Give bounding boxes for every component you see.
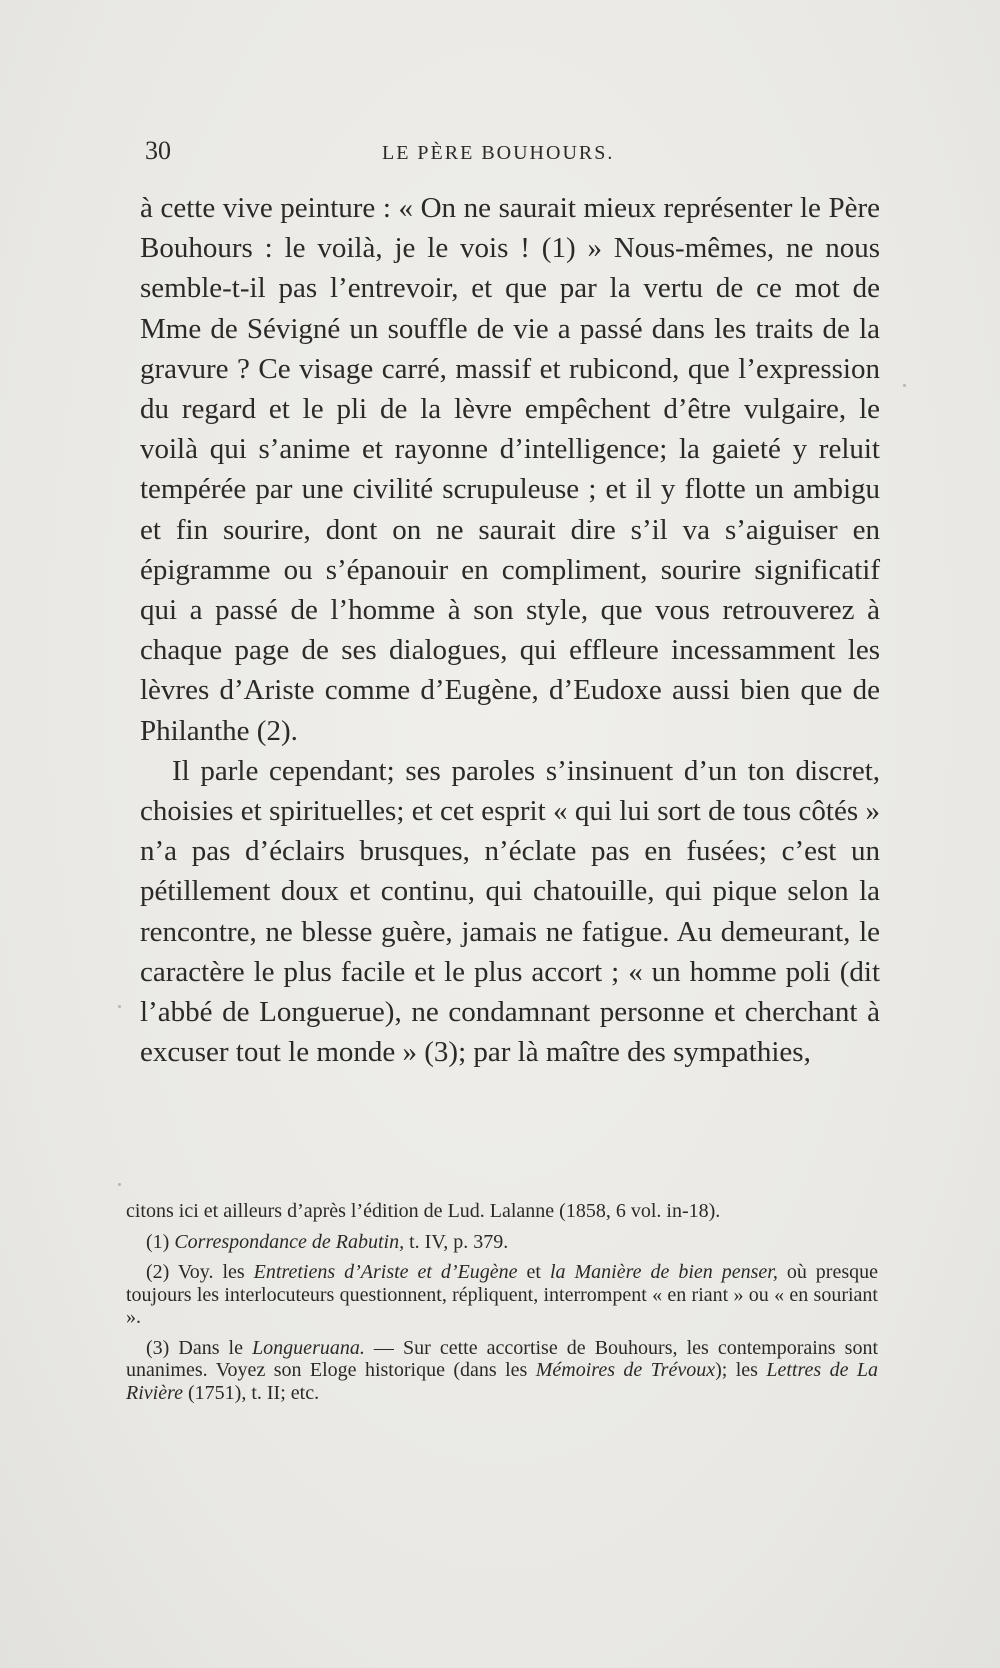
footnote-3-title-1: Longueruana.	[252, 1336, 365, 1359]
footnote-2-rest: où presque toujours les interlocuteurs questionnent, répliquent, interrompent « en riant » ou « en souriant ».	[126, 1261, 878, 1328]
footnote-2-title-2: la Manière de bien penser,	[549, 1261, 778, 1283]
paper-speck	[118, 1005, 121, 1008]
page-number: 30	[145, 136, 171, 165]
page-header	[145, 136, 890, 172]
footnote-3-rest: (1751), t. II; etc.	[183, 1381, 320, 1404]
footnote-1-number: (1)	[146, 1230, 170, 1253]
footnote-3-number: (3) Dans le	[146, 1336, 253, 1359]
footnote-3-mid-2: ); les	[715, 1359, 767, 1381]
footnote-1-title: Correspondance de Rabutin,	[174, 1230, 405, 1253]
footnote-1-rest: t. IV, p. 379.	[404, 1230, 509, 1253]
footnote-2	[126, 1261, 878, 1329]
running-head: LE PÈRE BOUHOURS.	[382, 142, 615, 164]
footnote-2-number: (2) Voy. les	[146, 1261, 254, 1283]
paragraph-1: à cette vive peinture : « On ne saurait mieux représenter le Père Bouhours : le voilà, je le vois ! (1) » Nous-mêmes, ne nous semble-t-il pas l’entrevoir, et que par la vertu de ce mot de Mme de Sévigné un souffle de vie a passé dans les traits de la gravure ? Ce visage carré, massif et rubicond, que l’expression du regard et le pli de la lèvre empêchent d’être vulgaire, le voilà qui s’anime et rayonne d’intelligence; la gaieté y reluit tempérée par une civilité scrupuleuse ; et il y flotte un ambigu et fin sourire, dont on ne saurait dire s’il va s’aiguiser en épigramme ou s’épanouir en compliment, sourire significatif qui a passé de l’homme à son style, que vous retrouverez à chaque page de ses dialogues, qui effleure incessamment les lèvres d’Ariste comme d’Eugène, d’Eudoxe aussi bien que de Philanthe (2).	[140, 192, 880, 747]
footnote-2-title-1: Entretiens d’Ariste et d’Eugène	[253, 1261, 518, 1283]
main-text	[140, 188, 880, 1072]
footnote-3-title-3: Lettres de La Rivière	[126, 1359, 878, 1404]
paper-speck	[118, 1183, 121, 1186]
footnote-2-mid: et	[517, 1261, 550, 1283]
footnote-3-title-2: Mémoires de Trévoux	[535, 1359, 716, 1381]
paragraph-2: Il parle cependant; ses paroles s’insinuent d’un ton discret, choisies et spirituelles; et cet esprit « qui lui sort de tous côtés » n’a pas d’éclairs brusques, n’éclate pas en fusées; c’est un pétillement doux et continu, qui chatouille, qui pique selon la rencontre, ne blesse guère, jamais ne fatigue. Au demeurant, le caractère le plus facile et le plus accort ; « un homme poli (dit l’abbé de Longuerue), ne condamnant personne et cherchant à excuser tout le monde » (3); par là maître des sympathies,	[140, 754, 880, 1069]
footnotes	[126, 1200, 878, 1412]
paper-speck	[903, 384, 906, 387]
footnote-continuation: citons ici et ailleurs d’après l’édition de Lud. Lalanne (1858, 6 vol. in-18).	[126, 1200, 721, 1222]
footnote-3	[126, 1337, 878, 1405]
footnote-3-mid: — Sur cette accortise de Bouhours, les contemporains sont unanimes. Voyez son Eloge historique (dans les	[126, 1336, 878, 1381]
footnote-1	[126, 1231, 878, 1254]
